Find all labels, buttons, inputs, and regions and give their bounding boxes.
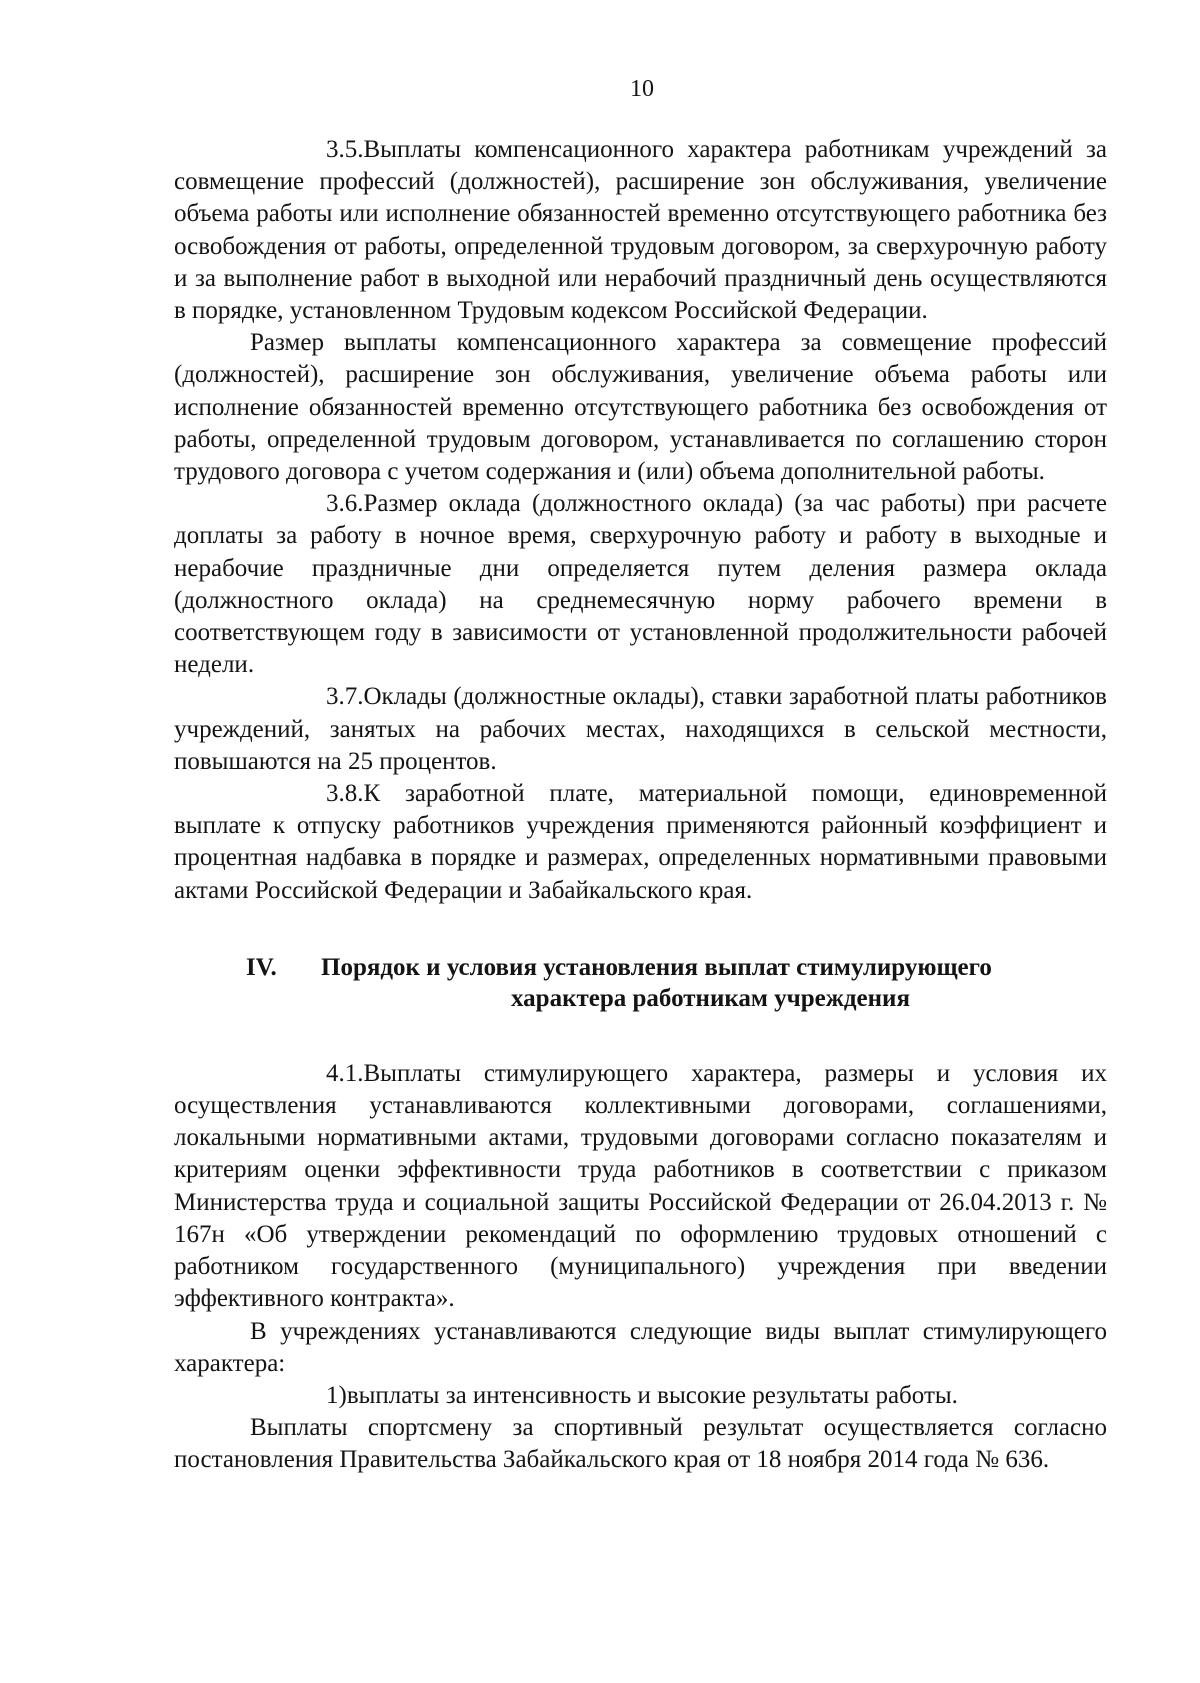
clause-number: 4.1. bbox=[326, 1059, 364, 1087]
paragraph-3-8 bbox=[174, 778, 1107, 907]
section-heading bbox=[174, 952, 1107, 1014]
paragraph-athlete-payments bbox=[174, 1412, 1107, 1476]
paragraph-text: В учреждениях устанавливаются следующие виды выплат стимулирующего характера: bbox=[174, 1317, 1107, 1377]
list-item-1 bbox=[174, 1380, 1107, 1412]
page-number: 10 bbox=[630, 76, 654, 102]
section-title-line-2: характера работникам учреждения bbox=[511, 984, 910, 1012]
paragraph-text: Размер выплаты компенсационного характера за совмещение профессий (должностей), расширение зон обслуживания, увеличение объема работы или исполнение обязанностей временно отсутствующего работника без освобождения от работы, определенной трудовым договором, устанавливается по соглашению сторон трудового договора с учетом содержания и (или) объема дополнительной работы. bbox=[174, 329, 1107, 486]
clause-number: 3.8. bbox=[326, 780, 364, 808]
paragraph-text: Оклады (должностные оклады), ставки заработной платы работников учреждений, занятых на рабочих местах, находящихся в сельской местности, повышаются на 25 процентов. bbox=[174, 683, 1107, 775]
paragraph-3-7 bbox=[174, 681, 1107, 778]
paragraph-4-1 bbox=[174, 1058, 1107, 1316]
paragraph-3-5-size bbox=[174, 327, 1107, 488]
document-body bbox=[174, 134, 1107, 1477]
clause-number: 3.7. bbox=[326, 683, 364, 711]
paragraph-text: Размер оклада (должностного оклада) (за час работы) при расчете доплаты за работу в ночное время, сверхурочную работу и работу в выходные и нерабочие праздничные дни определяется путем деления размера оклада (должностного оклада) на среднемесячную норму рабочего времени в соответствующем году в зависимости от установленной продолжительности рабочей недели. bbox=[174, 490, 1107, 679]
list-number: 1) bbox=[326, 1381, 347, 1409]
section-number: IV. bbox=[246, 953, 277, 981]
paragraph-3-6 bbox=[174, 488, 1107, 681]
clause-number: 3.6. bbox=[326, 490, 364, 518]
paragraph-text: К заработной плате, материальной помощи, единовременной выплате к отпуску работников учреждения применяются районный коэффициент и процентная надбавка в порядке и размерах, определенных нормативными правовыми актами Российской Федерации и Забайкальского края. bbox=[174, 780, 1107, 904]
paragraph-text: выплаты за интенсивность и высокие результаты работы. bbox=[346, 1381, 958, 1409]
paragraph-payment-types bbox=[174, 1316, 1107, 1380]
clause-number: 3.5. bbox=[326, 136, 364, 163]
paragraph-text: Выплаты спортсмену за спортивный результат осуществляется согласно постановления Правительства Забайкальского края от 18 ноября 2014 года № 636. bbox=[174, 1414, 1107, 1474]
section-title-line-1: Порядок и условия установления выплат стимулирующего bbox=[321, 953, 992, 981]
paragraph-text: Выплаты стимулирующего характера, размеры и условия их осуществления устанавливаются коллективными договорами, соглашениями, локальными нормативными актами, трудовыми договорами согласно показателям и критериям оценки эффективности труда работников в соответствии с приказом Министерства труда и социальной защиты Российской Федерации от 26.04.2013 г. № 167н «Об утверждении рекомендаций по оформлению трудовых отношений с работником государственного (муниципального) учреждения при введении эффективного контракта». bbox=[174, 1059, 1107, 1313]
paragraph-3-5 bbox=[174, 134, 1107, 327]
paragraph-text: Выплаты компенсационного характера работникам учреждений за совмещение профессий (должностей), расширение зон обслуживания, увеличение объема работы или исполнение обязанностей временно отсутствующего работника без освобождения от работы, определенной трудовым договором, за сверхурочную работу и за выполнение работ в выходной или нерабочий праздничный день осуществляются в порядке, установленном Трудовым кодексом Российской Федерации. bbox=[174, 136, 1107, 325]
